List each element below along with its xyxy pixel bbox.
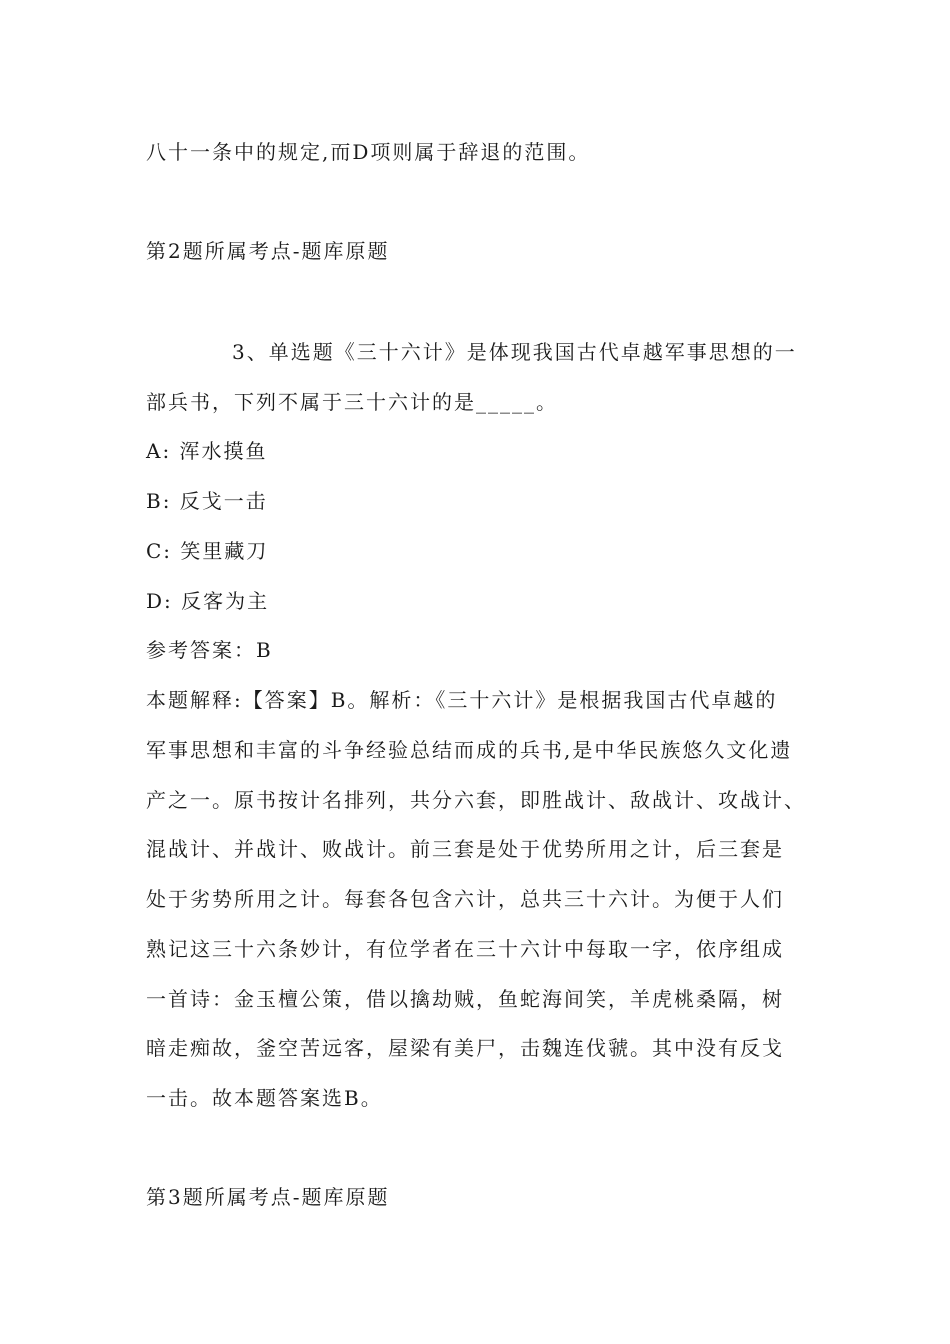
option-d: D: 反客为主 xyxy=(146,589,270,613)
option-a: A: 浑水摸鱼 xyxy=(146,439,268,463)
explanation-line-4: 混战计、并战计、败战计。前三套是处于优势所用之计，后三套是 xyxy=(146,837,784,861)
q3-source-label: 第3题所属考点-题库原题 xyxy=(146,1185,390,1209)
option-c: C: 笑里藏刀 xyxy=(146,539,269,563)
q2-source-label: 第2题所属考点-题库原题 xyxy=(146,239,390,263)
explanation-line-8: 暗走痴故，釜空苦远客，屋梁有美尸，击魏连伐虢。其中没有反戈 xyxy=(146,1036,784,1060)
intro-line: 八十一条中的规定,而D项则属于辞退的范围。 xyxy=(146,140,591,164)
question-text-line-1: 3、单选题《三十六计》是体现我国古代卓越军事思想的一 xyxy=(232,340,797,364)
explanation-line-5: 处于劣势所用之计。每套各包含六计，总共三十六计。为便于人们 xyxy=(146,887,784,911)
explanation-line-2: 军事思想和丰富的斗争经验总结而成的兵书,是中华民族悠久文化遗 xyxy=(146,738,793,762)
question-text-line-2: 部兵书，下列不属于三十六计的是_____。 xyxy=(146,390,558,414)
explanation-line-3: 产之一。原书按计名排列，共分六套，即胜战计、敌战计、攻战计、 xyxy=(146,788,806,812)
explanation-line-1: 本题解释:【答案】B。解析：《三十六计》是根据我国古代卓越的 xyxy=(146,688,778,712)
reference-answer: 参考答案：B xyxy=(146,638,273,662)
explanation-line-7: 一首诗：金玉檀公策，借以擒劫贼，鱼蛇海间笑，羊虎桃桑隔，树 xyxy=(146,987,784,1011)
option-b: B: 反戈一击 xyxy=(146,489,268,513)
explanation-line-6: 熟记这三十六条妙计，有位学者在三十六计中每取一字，依序组成 xyxy=(146,937,784,961)
explanation-line-9: 一击。故本题答案选B。 xyxy=(146,1086,383,1110)
